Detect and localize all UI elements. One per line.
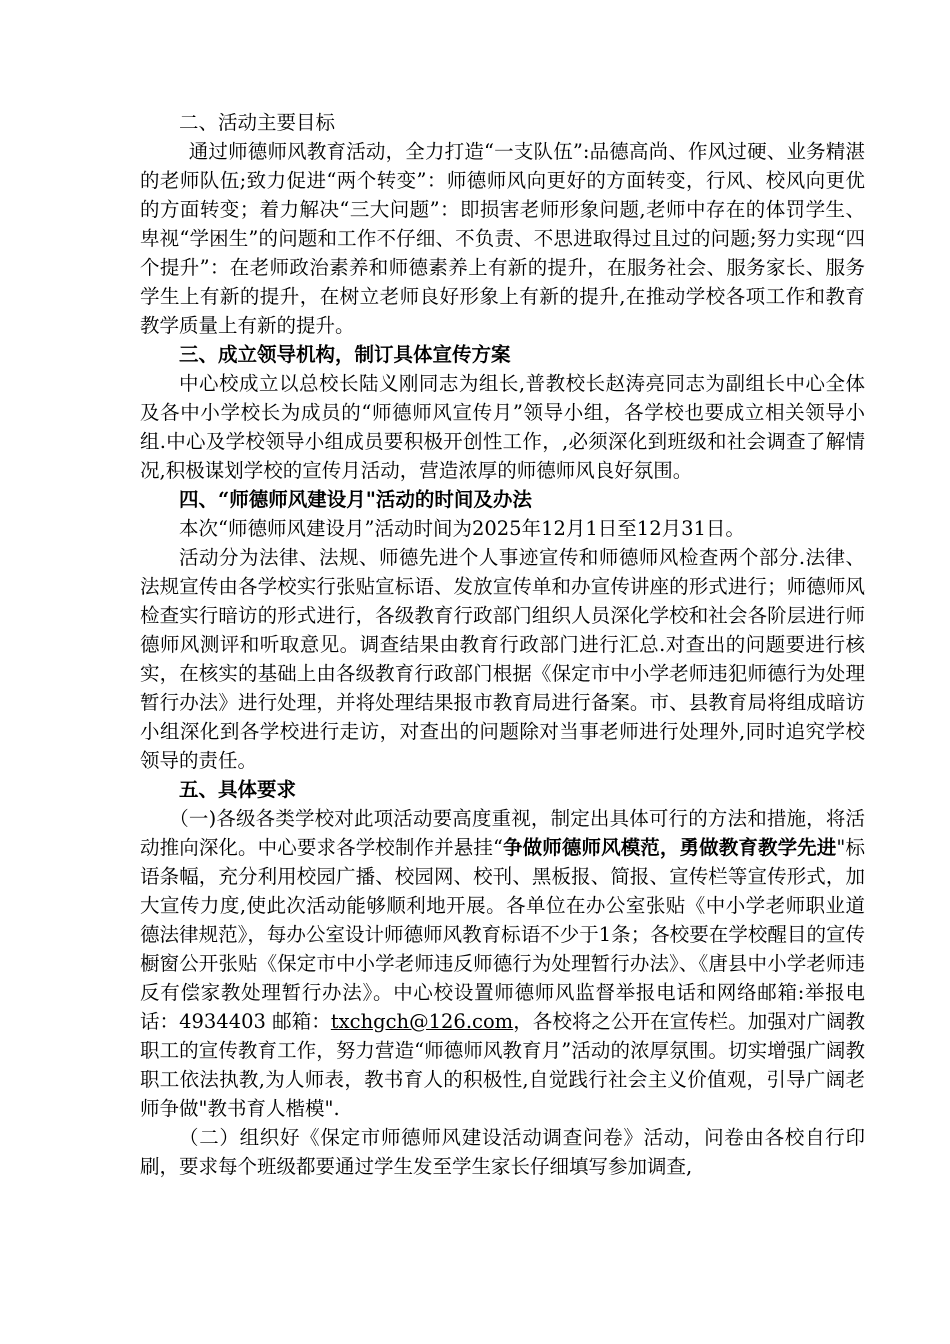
paragraph-text: （一)各级各类学校对此项活动要高度重视，制定出具体可行的方法和措施，将活动推向深化。中心要求各学校制作并悬挂“	[140, 807, 865, 859]
section-3-paragraph: 中心校成立以总校长陆义刚同志为组长,普教校长赵涛亮同志为副组长中心全体及各中小学校长为成员的“师德师风宣传月”领导小组，各学校也要成立相关领导小组.中心及学校领导小组成员要积极开创性工作，,必须深化到班级和社会调查了解情况,积极谋划学校的宣传月活动，营造浓厚的师德师风良好氛围。	[140, 372, 865, 482]
section-4-heading: 四、“师德师风建设月"活动的时间及办法	[179, 488, 532, 511]
section-4-paragraph-1: 本次“师德师风建设月”活动时间为2025年12月1日至12月31日。	[179, 517, 745, 540]
section-3-heading: 三、成立领导机构，制订具体宣传方案	[179, 343, 511, 366]
section-2-heading: 二、活动主要目标	[179, 111, 336, 134]
section-5-paragraph-2: （二）组织好《保定市师德师风建设活动调查问卷》活动，问卷由各校自行印刷，要求每个班级都要通过学生发至学生家长仔细填写参加调查,	[140, 1126, 865, 1178]
paragraph-text: "标语条幅，充分利用校园广播、校园网、校刊、黑板报、简报、宣传栏等宣传形式，加大宣传力度,使此次活动能够顺利地开展。各单位在办公室张贴《中小学老师职业道德法律规范》，每办公室设计师德师风教育标语不少于1条；各校要在学校醒目的宣传橱窗公开张贴《保定市中小学老师违反师德行为处理暂行办法》、《唐县中小学老师违反有偿家教处理暂行办法》。中心校设置师德师风监督举报电话和网络邮箱:举报电话：4934403 邮箱：	[140, 836, 865, 1033]
section-4-paragraph-2: 活动分为法律、法规、师德先进个人事迹宣传和师德师风检查两个部分.法律、法规宣传由各学校实行张贴宣标语、发放宣传单和办宣传讲座的形式进行；师德师风检查实行暗访的形式进行，各级教育行政部门组织人员深化学校和社会各阶层进行师德师风测评和听取意见。调查结果由教育行政部门进行汇总.对查出的问题要进行核实，在核实的基础上由各级教育行政部门根据《保定市中小学老师违犯师德行为处理暂行办法》进行处理，并将处理结果报市教育局进行备案。市、县教育局将组成暗访小组深化到各学校进行走访，对查出的问题除对当事老师进行处理外,同时追究学校领导的责任。	[140, 546, 865, 772]
paragraph-text: ，各校将之公开在宣传栏。加强对广阔教职工的宣传教育工作，努力营造“师德师风教育月”活动的浓厚氛围。切实增强广阔教职工依法执教,为人师表，教书育人的积极性,自觉践行社会主义价值观，引导广阔老师争做"教书育人楷模".	[140, 1010, 865, 1120]
section-5-paragraph-1	[140, 804, 865, 1123]
section-2-paragraph: 通过师德师风教育活动，全力打造“一支队伍”:品德高尚、作风过硬、业务精湛的老师队伍;致力促进“两个转变”：师德师风向更好的方面转变，行风、校风向更优的方面转变；着力解决“三大问题”：即损害老师形象问题,老师中存在的体罚学生、卑视“学困生”的问题和工作不仔细、不负责、不思进取得过且过的问题;努力实现“四个提升”：在老师政治素养和师德素养上有新的提升，在服务社会、服务家长、服务学生上有新的提升，在树立老师良好形象上有新的提升,在推动学校各项工作和教育教学质量上有新的提升。	[140, 140, 865, 337]
slogan-text: 争做师德师风模范，勇做教育教学先进	[502, 836, 837, 859]
document-page	[140, 108, 865, 1181]
email-link[interactable]: txchgch@126.com	[330, 1010, 514, 1033]
section-5-heading: 五、具体要求	[179, 778, 297, 801]
